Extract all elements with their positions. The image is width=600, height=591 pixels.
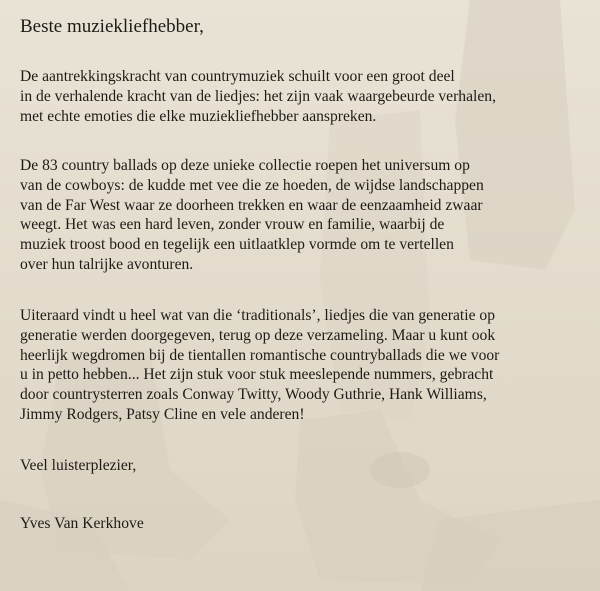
paragraph-line: Jimmy Rodgers, Patsy Cline en vele anderen! <box>20 405 305 423</box>
paragraph-line: muziek troost bood en tegelijk een uitlaatklep vormde om te vertellen <box>20 236 454 254</box>
paragraph-line: u in petto hebben... Het zijn stuk voor stuk meeslepende nummers, gebracht <box>20 366 494 384</box>
paragraph-line: van de Far West waar ze doorheen trekken en waar de eenzaamheid zwaar <box>20 196 483 214</box>
paragraph-line: heerlijk wegdromen bij de tientallen romantische countryballads die we voor <box>20 346 500 364</box>
paragraph-line: door countrysterren zoals Conway Twitty, Woody Guthrie, Hank Williams, <box>20 386 487 404</box>
letter-signature: Yves Van Kerkhove <box>20 515 144 532</box>
letter-paragraph-3 <box>20 306 499 425</box>
letter <box>20 15 595 532</box>
paragraph-line: generatie werden doorgegeven, terug op deze verzameling. Maar u kunt ook <box>20 326 496 344</box>
letter-closing: Veel luisterplezier, <box>20 457 137 474</box>
paragraph-line: van de cowboys: de kudde met vee die ze hoeden, de wijdse landschappen <box>20 176 484 194</box>
paragraph-line: De aantrekkingskracht van countrymuziek schuilt voor een groot deel <box>20 68 455 85</box>
paragraph-line: weegt. Het was een hard leven, zonder vrouw en familie, waarbij de <box>20 216 445 234</box>
paragraph-line: De 83 country ballads op deze unieke collectie roepen het universum op <box>20 157 470 174</box>
letter-paragraph-1 <box>20 67 496 126</box>
paragraph-line: in de verhalende kracht van de liedjes: het zijn vaak waargebeurde verhalen, <box>20 87 496 105</box>
letter-paragraph-2 <box>20 156 484 275</box>
paragraph-line: Uiteraard vindt u heel wat van die ‘traditionals’, liedjes die van generatie op <box>20 307 496 324</box>
paragraph-line: met echte emoties die elke muziekliefhebber aanspreken. <box>20 107 377 125</box>
paragraph-line: over hun talrijke avonturen. <box>20 255 194 273</box>
letter-greeting: Beste muziekliefhebber, <box>20 16 204 37</box>
